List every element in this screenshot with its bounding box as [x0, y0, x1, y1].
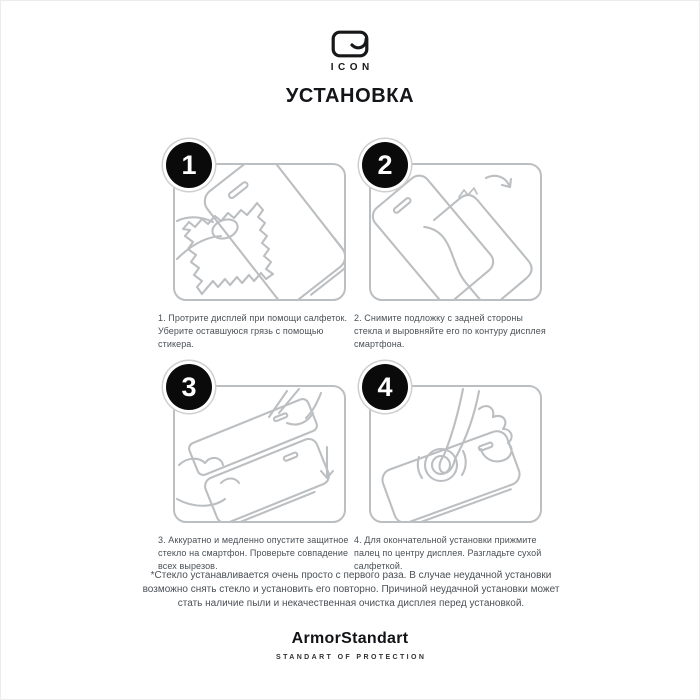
step-3: [158, 361, 352, 572]
step-1-illustration-icon: [175, 165, 344, 299]
pull-tab: [459, 188, 477, 197]
steps-grid: [158, 139, 548, 573]
glass-outline: [371, 171, 498, 299]
step-3-illustration-icon: [175, 387, 344, 521]
footer-brand-tagline: STANDART OF PROTECTION: [276, 654, 427, 661]
step-1-caption: 1. Протрите дисплей при помощи салфеток. Уберите оставшуюся грязь с помощью стикера.: [158, 313, 348, 349]
footnote: *Стекло устанавливается очень просто с первого раза. В случае неудачной установки возможно снять стекло и установить его повторно. Причиной неудачной установки может стать наличие пыли и некачественная очистка дисплея перед установкой.: [142, 570, 560, 609]
step-4-card: [369, 371, 542, 523]
backing-film: [421, 190, 536, 299]
icon-brand-glyph: [331, 30, 369, 58]
footer-brand-wordmark: ArmorStandart: [291, 630, 409, 647]
phone-outline: [200, 165, 344, 299]
hand-upper-right: [269, 389, 321, 425]
step-3-number-badge: 3: [166, 364, 212, 410]
step-1-number-badge: 1: [166, 142, 212, 188]
footer-brand: [1, 630, 699, 661]
step-3-card: [173, 371, 346, 523]
step-1-card: [173, 149, 346, 301]
step-2-caption: 2. Снимите подложку с задней стороны стекла и выровняйте его по контуру дисплея смартфона.: [354, 313, 546, 349]
step-4-illustration-icon: [371, 387, 540, 521]
step-2-number-badge: 2: [362, 142, 408, 188]
glass-outline: [187, 398, 318, 477]
brand-header: [1, 30, 699, 73]
step-1: [158, 139, 352, 350]
step-2-card: [369, 149, 542, 301]
down-arrow-icon: [321, 447, 333, 478]
step-4: [354, 361, 548, 572]
step-4-number-badge: 4: [362, 364, 408, 410]
brand-logo-text: ICON: [330, 62, 374, 73]
step-3-caption: 3. Аккуратно и медленно опустите защитное стекло на смартфон. Проверьте совпадение всех вырезов.: [158, 535, 349, 571]
phone-outline: [379, 428, 524, 521]
step-4-caption: 4. Для окончательной установки прижмите палец по центру дисплея. Разгладьте сухой салфеткой.: [354, 535, 542, 571]
page-title: УСТАНОВКА: [285, 85, 415, 107]
step-2-illustration-icon: [371, 165, 540, 299]
step-2: [354, 139, 548, 350]
peel-arrow-icon: [486, 176, 511, 187]
